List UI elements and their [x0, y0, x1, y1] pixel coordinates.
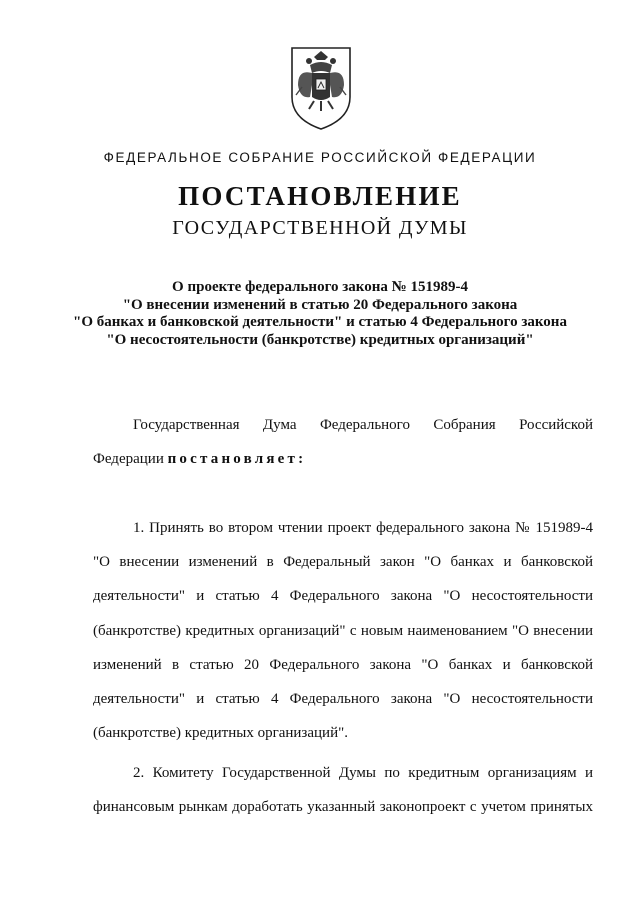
item-line: "О внесении изменений в Федеральный закон "О банках и банковской	[93, 554, 593, 571]
subject-line: О проекте федерального закона № 151989-4	[172, 279, 468, 295]
organization-name: ФЕДЕРАЛЬНОЕ СОБРАНИЕ РОССИЙСКОЙ ФЕДЕРАЦИИ	[103, 150, 537, 165]
preamble-paragraph	[93, 408, 593, 476]
item-line: (банкротстве) кредитных организаций" с новым наименованием "О внесении	[93, 622, 593, 639]
item-line: изменений в статью 20 Федерального закона "О банках и банковской	[93, 656, 593, 673]
subject-line: "О внесении изменений в статью 20 Федерального закона	[122, 296, 518, 313]
item-line: деятельности" и статью 4 Федерального закона "О несостоятельности	[93, 691, 593, 708]
decree-verb: постановляет:	[167, 451, 307, 468]
document-title: ПОСТАНОВЛЕНИЕ	[178, 181, 462, 211]
item-line: деятельности" и статью 4 Федерального закона "О несостоятельности	[93, 588, 593, 605]
item-line: 2. Комитету Государственной Думы по кредитным организациям и	[133, 765, 593, 781]
item-2-paragraph	[93, 756, 593, 824]
preamble-prefix: Федерации	[93, 451, 164, 468]
subject-block	[0, 279, 640, 349]
item-1-paragraph	[93, 511, 593, 750]
item-line: финансовым рынкам доработать указанный законопроект с учетом принятых	[93, 799, 593, 816]
preamble-line: Государственная Дума Федерального Собрания Российской	[133, 417, 593, 433]
subject-line: "О банках и банковской деятельности" и статью 4 Федерального закона	[73, 314, 567, 330]
subject-line: "О несостоятельности (банкротстве) кредитных организаций"	[106, 331, 534, 348]
preamble-line	[93, 442, 593, 476]
coat-of-arms-emblem	[288, 45, 354, 131]
document-subtitle: ГОСУДАРСТВЕННОЙ ДУМЫ	[172, 217, 468, 239]
item-line: (банкротстве) кредитных организаций".	[93, 725, 348, 742]
item-line: 1. Принять во втором чтении проект федерального закона № 151989-4	[133, 520, 593, 536]
